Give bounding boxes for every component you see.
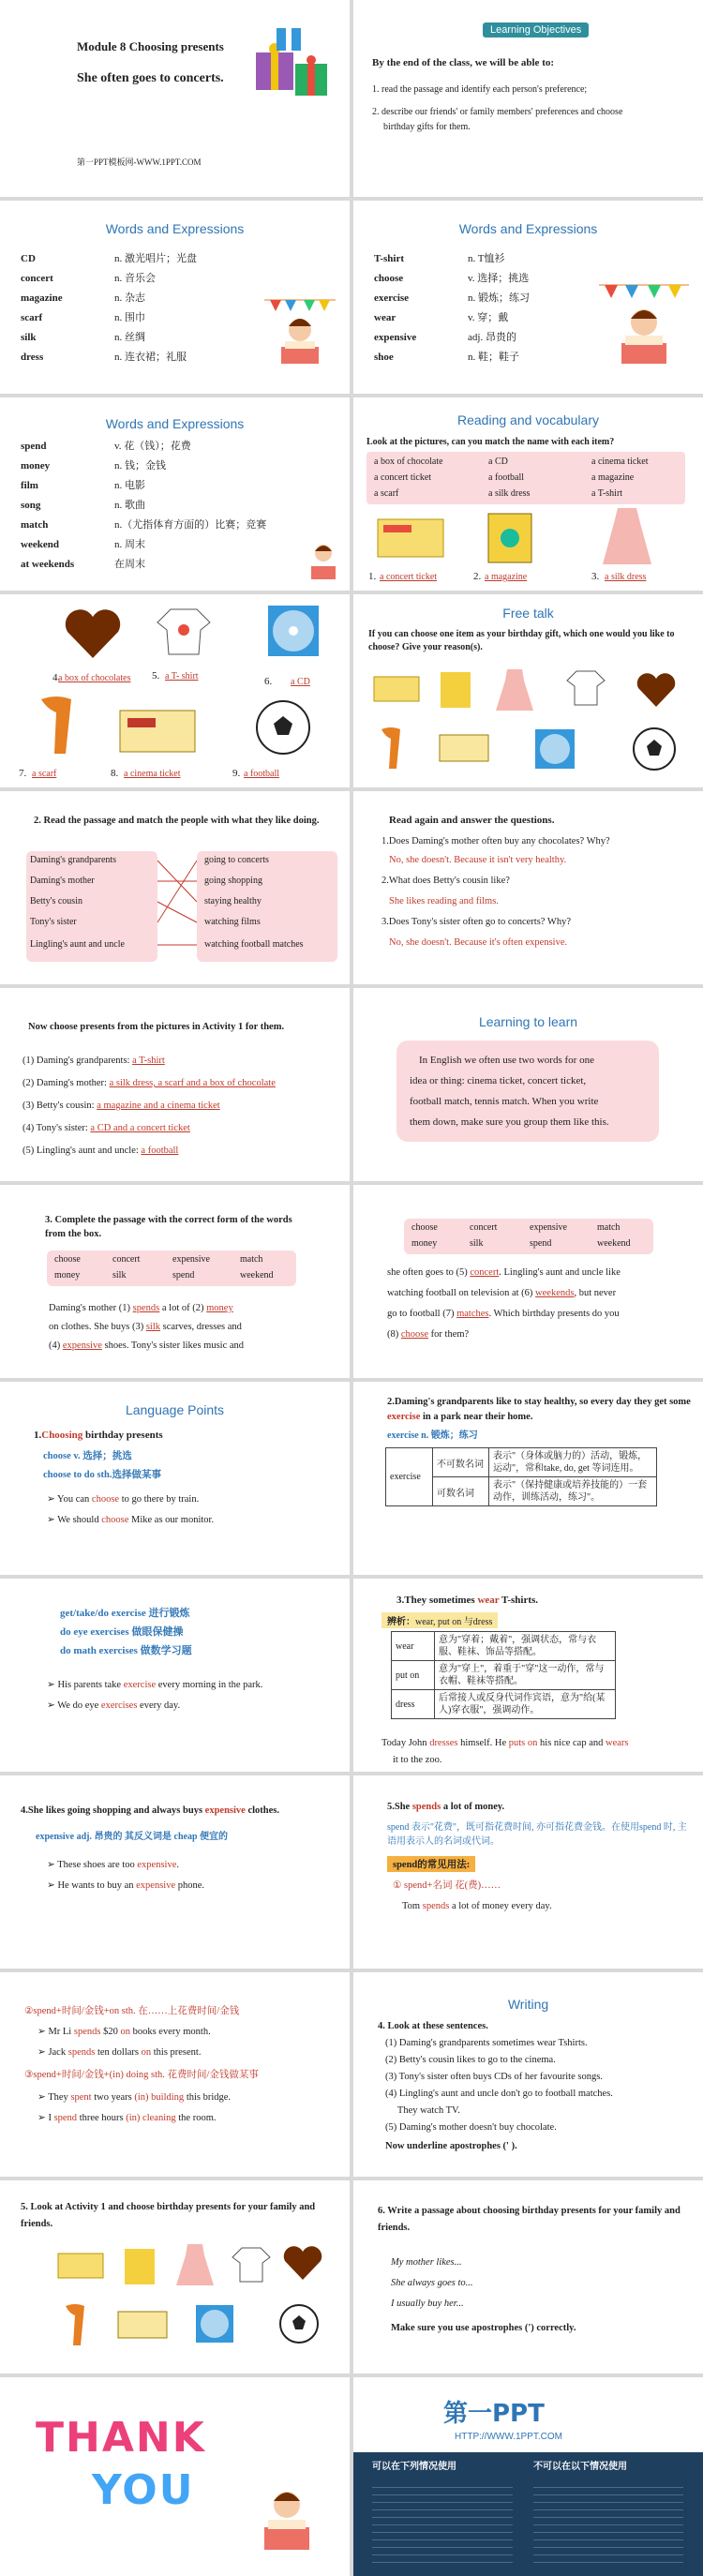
word-list (21, 437, 266, 575)
prompt-line: I usually buy her... (391, 2299, 464, 2309)
presents-title: Now choose presents from the pictures in Activity 1 for them. (28, 1022, 285, 1032)
item-label: a T- shirt (165, 671, 199, 681)
logo-text: 第一PPT (443, 2400, 545, 2428)
birthday-girl-icon (597, 276, 691, 379)
learning-line: idea or thing: cinema ticket, concert ticket, (410, 1075, 587, 1086)
presents-item: (4) Tony's sister: a CD and a concert ticket (22, 1123, 190, 1133)
objectives-intro: By the end of the class, we will be able to: (372, 57, 555, 68)
concert-ticket-icon (372, 673, 421, 705)
word-row: T-shirt n. T恤衫 (374, 253, 505, 264)
answer-num: 1. (368, 571, 377, 582)
sentence: 4.She likes going shopping and always buys expensive clothes. (21, 1805, 280, 1816)
cd-icon (262, 600, 324, 662)
slide-7-items (0, 594, 350, 787)
writing-task: 6. Write a passage about choosing birthday presents for your family and friends. (378, 2206, 681, 2233)
example: ➢ Jack spends ten dollars on this present. (37, 2047, 202, 2058)
box-word: money (411, 1238, 438, 1249)
word-row: expensive adj. 昂贵的 (374, 332, 516, 343)
word-row: match n.（尤指体育方面的）比赛；竞赛 (21, 519, 267, 531)
table-word: dress (392, 1690, 435, 1719)
slide-23-activity (0, 2180, 350, 2374)
word-row: scarf n. 围巾 (21, 312, 145, 323)
sentence-item: They watch TV. (385, 2105, 460, 2116)
chocolate-heart-icon (62, 604, 124, 662)
table-word: exercise (386, 1448, 433, 1506)
table-word: wear (392, 1632, 435, 1661)
magazine-icon (122, 2246, 159, 2287)
definition: exercise n. 锻炼；练习 (387, 1430, 478, 1441)
usage-tag: spend的常见用法: (387, 1856, 475, 1872)
slide-1-title (0, 0, 350, 197)
prompt-line: She always goes to... (391, 2278, 473, 2288)
sentence-item: (5) Daming's mother doesn't buy chocolate. (385, 2122, 557, 2133)
table-cell: 可数名词 (433, 1477, 489, 1506)
definition: choose v. 选择；挑选 (43, 1451, 132, 1461)
word-row: at weekends 在周末 (21, 559, 145, 570)
word-row: film n. 电影 (21, 480, 145, 491)
word-row: shoe n. 鞋；鞋子 (374, 352, 519, 363)
t-shirt-icon (565, 669, 606, 707)
usage-col-title: 可以在下列情况使用 (372, 2462, 456, 2472)
example: ➢ We should choose Mike as our monitor. (47, 1515, 215, 1525)
slide-14-complete-cont (353, 1185, 703, 1378)
cinema-ticket-icon (116, 705, 201, 757)
passage-line: go to football (7) matches. Which birthday presents do you (387, 1309, 620, 1319)
answer: a magazine (485, 572, 528, 582)
sentence-item: (3) Tony's sister often buys CDs of her favourite songs. (385, 2072, 603, 2082)
slide-4-words (353, 201, 703, 394)
box-word: match (240, 1254, 263, 1265)
slide-13-complete (0, 1185, 350, 1378)
passage-line: watching football on television at (6) weekends, but never (387, 1288, 617, 1298)
presents-item: (3) Betty's cousin: a magazine and a cinema ticket (22, 1101, 220, 1111)
silk-dress-icon (174, 2242, 216, 2287)
sentence: 2.Daming's grandparents like to stay healthy, so every day they get some exercise in a park near their home. (387, 1397, 691, 1422)
slide-5-words (0, 397, 350, 591)
item-num: 6. (264, 676, 273, 687)
box-word: spend (172, 1270, 195, 1281)
sentence: 3.They sometimes wear T-shirts. (396, 1595, 539, 1606)
cinema-ticket-icon (116, 2308, 169, 2342)
activity: going to concerts (204, 855, 269, 865)
phrase: do eye exercises 做眼保健操 (60, 1626, 184, 1638)
slide-9-match (0, 791, 350, 984)
box-word: expensive (172, 1254, 210, 1265)
usage-table (385, 1447, 657, 1506)
word-box (404, 1219, 653, 1254)
box-word: weekend (240, 1270, 274, 1281)
passage-line: (8) choose for them? (387, 1329, 470, 1340)
usage: ③spend+时间/金钱+(in) doing sth. 花费时间/金钱做某事 (24, 2070, 259, 2080)
usage: ① spend+名词 花(费)…… (393, 1880, 501, 1891)
option: a magazine (591, 472, 635, 483)
option: a cinema ticket (591, 457, 649, 467)
box-word: choose (54, 1254, 81, 1265)
logo-url: HTTP://WWW.1PPT.COM (455, 2432, 562, 2442)
slide-19-expensive (0, 1775, 350, 1969)
example: ➢ You can choose to go there by train. (47, 1494, 200, 1505)
person: Tony's sister (30, 917, 77, 927)
table-cell: 表示"（身体或脑力的）活动，锻炼，运动"，常和take, do, get 等词连用。 (489, 1448, 657, 1477)
writing-heading: Writing (507, 1997, 549, 2012)
example: it to the zoo. (393, 1755, 442, 1765)
usage-col-title: 不可以在以下情况使用 (533, 2462, 627, 2472)
activity: watching films (204, 917, 261, 927)
example: ➢ Mr Li spends $20 on books every month. (37, 2027, 211, 2037)
objective-1: 1. read the passage and identify each person's preference; (372, 84, 588, 95)
option: a concert ticket (374, 472, 432, 483)
answer: a silk dress (605, 572, 647, 582)
table-word: put on (392, 1661, 435, 1690)
item-label: a football (244, 769, 280, 779)
info-panel (353, 2452, 703, 2576)
slide-2-objectives (353, 0, 703, 197)
activity: staying healthy (204, 896, 262, 906)
word-list (21, 249, 197, 367)
passage-line: on clothes. She buys (3) silk scarves, dresses and (49, 1322, 242, 1332)
example: ➢ They spent two years (in) building this bridge. (37, 2092, 232, 2103)
activity-title: 5. Look at Activity 1 and choose birthday presents for your family and friends. (21, 2202, 316, 2229)
option: a T-shirt (591, 488, 623, 499)
box-word: choose (411, 1222, 438, 1233)
example: ➢ We do eye exercises every day. (47, 1700, 181, 1711)
word-row: concert n. 音乐会 (21, 273, 156, 284)
option: a box of chocolate (374, 457, 443, 467)
question-1: 1.Does Daming's mother often buy any chocolates? Why? (381, 836, 610, 846)
learning-line: them down, make sure you group them like this. (410, 1116, 609, 1128)
words-heading: Words and Expressions (105, 221, 245, 236)
item-label: a scarf (32, 769, 57, 779)
word-row: weekend n. 周末 (21, 539, 145, 550)
slide-26-footer (353, 2377, 703, 2576)
complete-title: 3. Complete the passage with the correct form of the words from the box. (45, 1215, 292, 1239)
you-text: YOU (92, 2466, 195, 2514)
slide-17-exercise-phrases (0, 1579, 350, 1772)
passage-line: she often goes to (5) concert. Lingling's aunt and uncle like (387, 1267, 621, 1278)
t-shirt-icon (156, 606, 212, 658)
activity: going shopping (204, 876, 262, 886)
module-title: Module 8 Choosing presents (77, 39, 224, 53)
box-word: spend (530, 1238, 552, 1249)
word-row: magazine n. 杂志 (21, 292, 145, 304)
scarf-icon (372, 726, 410, 772)
learning-heading: Learning to learn (478, 1014, 578, 1029)
item-label: a cinema ticket (124, 769, 181, 779)
slide-24-write-passage (353, 2180, 703, 2374)
item-num: 7. (19, 768, 27, 779)
match-title: 2. Read the passage and match the people with what they like doing. (34, 816, 320, 826)
box-word: concert (470, 1222, 498, 1233)
free-talk-question: If you can choose one item as your birthday gift, which one would you like to choose? Give your reason(s). (368, 629, 675, 652)
t-shirt-icon (231, 2246, 272, 2284)
slide-21-spend-usage (0, 1972, 350, 2177)
compare-table (391, 1631, 616, 1719)
word-row: choose v. 选择；挑选 (374, 273, 530, 284)
slide-16-exercise (353, 1382, 703, 1575)
item-num: 4. (52, 672, 61, 683)
definition: choose to do sth.选择做某事 (43, 1470, 162, 1480)
person: Lingling's aunt and uncle (30, 939, 125, 950)
slide-18-wear (353, 1579, 703, 1772)
table-cell: 意为"穿着；戴着"，强调状态，常与衣服、鞋袜、饰品等搭配。 (435, 1632, 616, 1661)
table-cell: 不可数名词 (433, 1448, 489, 1477)
birthday-girl-icon (240, 2462, 334, 2565)
word-row: wear v. 穿；戴 (374, 312, 509, 323)
slide-22-writing (353, 1972, 703, 2177)
word-row: spend v. 花（钱）；花费 (21, 441, 191, 452)
writing-note: Make sure you use apostrophes (') correctly. (391, 2323, 576, 2333)
word-row: CD n. 激光唱片；光盘 (21, 253, 197, 264)
option: a football (488, 472, 525, 483)
box-word: weekend (597, 1238, 631, 1249)
table-cell: 表示"（保持健康或培养技能的）一套动作，训练活动，练习"。 (489, 1477, 657, 1506)
reading-question: Look at the pictures, can you match the name with each item? (366, 437, 615, 447)
answer-2: She likes reading and films. (389, 896, 499, 906)
magazine-icon (438, 669, 475, 711)
people-column (26, 851, 157, 962)
concert-ticket-icon (56, 2250, 105, 2282)
box-word: expensive (530, 1222, 567, 1233)
silk-dress-icon (494, 667, 535, 712)
box-word: silk (470, 1238, 484, 1249)
person: Betty's cousin (30, 896, 82, 906)
presents-item: (1) Daming's grandparents: a T-shirt (22, 1056, 165, 1066)
point-title: 1.Choosing birthday presents (34, 1430, 163, 1441)
sentence: 5.She spends a lot of money. (387, 1802, 505, 1812)
box-word: silk (112, 1270, 127, 1281)
football-icon (277, 2302, 321, 2345)
example: Today John dresses himself. He puts on his nice cap and wears (381, 1738, 629, 1748)
chocolate-heart-icon (635, 669, 678, 709)
item-num: 9. (232, 768, 241, 779)
info-lines (372, 2480, 513, 2565)
cinema-ticket-icon (438, 731, 490, 765)
slide-12-learning (353, 988, 703, 1181)
definition: spend 表示"花费"，既可指花费时间, 亦可指花费金钱。在使用spend 时, 主语用表示人的名词或代词。 (387, 1822, 687, 1847)
activities-column (197, 851, 337, 962)
slide-25-thank-you (0, 2377, 350, 2576)
word-list (374, 249, 530, 367)
slide-8-free-talk (353, 594, 703, 787)
present-box-icon (248, 24, 335, 111)
option: a silk dress (488, 488, 531, 499)
slide-20-spend (353, 1775, 703, 1969)
example: ➢ These shoes are too expensive. (47, 1860, 179, 1870)
box-word: money (54, 1270, 81, 1281)
example: Tom spends a lot of money every day. (402, 1901, 552, 1911)
sentence-item: (2) Betty's cousin likes to go to the cinema. (385, 2055, 556, 2065)
lesson-title: She often goes to concerts. (77, 71, 224, 85)
sentence-item: (4) Lingling's aunt and uncle don't go to football matches. (385, 2089, 613, 2099)
scarf-icon (28, 694, 84, 759)
chocolate-heart-icon (281, 2242, 324, 2282)
passage-line: Daming's mother (1) spends a lot of (2) money (49, 1303, 233, 1313)
prompt-line: My mother likes... (391, 2257, 462, 2268)
free-talk-heading: Free talk (502, 606, 554, 621)
questions-title: Read again and answer the questions. (389, 815, 555, 826)
word-row: song n. 歌曲 (21, 500, 145, 511)
sentence-item: (1) Daming's grandparents sometimes wear Tshirts. (385, 2038, 588, 2048)
writing-title: 4. Look at these sentences. (378, 2021, 488, 2031)
slide-3-words (0, 201, 350, 394)
option: a scarf (374, 488, 399, 499)
item-label: a box of chocolates (58, 673, 131, 683)
answer-num: 3. (591, 571, 600, 582)
thank-text: THANK (36, 2414, 206, 2462)
silk-dress-icon (599, 504, 655, 568)
objective-2-cont: birthday gifts for them. (383, 122, 471, 132)
example: ➢ His parents take exercise every morning in the park. (47, 1680, 263, 1690)
table-cell: 后常接人或反身代词作宾语，意为"给(某人)穿衣服"，强调动作。 (435, 1690, 616, 1719)
box-word: concert (112, 1254, 141, 1265)
answer-num: 2. (473, 571, 482, 582)
birthday-girl-icon (302, 536, 345, 585)
footer-text: 第一PPT模板网-WWW.1PPT.COM (77, 157, 202, 167)
usage: ②spend+时间/金钱+on sth. 在……上花费时间/金钱 (24, 2006, 240, 2016)
learning-line: In English we often use two words for one (419, 1055, 594, 1066)
cd-icon (193, 2302, 236, 2345)
slide-6-reading (353, 397, 703, 591)
concert-ticket-icon (374, 514, 449, 562)
answer: a concert ticket (380, 572, 438, 582)
learning-box (396, 1041, 659, 1142)
word-box (47, 1251, 296, 1286)
slide-11-presents (0, 988, 350, 1181)
cd-icon (531, 726, 578, 772)
learning-line: football match, tennis match. When you write (410, 1096, 599, 1107)
item-num: 8. (111, 768, 119, 779)
birthday-girl-icon (262, 291, 337, 375)
box-word: match (597, 1222, 621, 1233)
match-lines (157, 851, 197, 962)
passage-line: (4) expensive shoes. Tony's sister likes music and (49, 1340, 245, 1351)
presents-item: (2) Daming's mother: a silk dress, a scarf and a box of chocolate (22, 1078, 276, 1088)
words-heading: Words and Expressions (105, 416, 245, 431)
example: ➢ I spend three hours (in) cleaning the room. (37, 2113, 217, 2123)
reading-heading: Reading and vocabulary (457, 412, 599, 427)
magazine-icon (485, 510, 537, 566)
slide-10-questions (353, 791, 703, 984)
word-row: silk n. 丝绸 (21, 332, 145, 343)
option: a CD (488, 457, 508, 467)
word-row: money n. 钱；金钱 (21, 460, 166, 472)
word-row: dress n. 连衣裙；礼服 (21, 352, 187, 363)
activity: watching football matches (204, 939, 304, 950)
person: Daming's mother (30, 876, 95, 886)
table-cell: 意为"穿上"，着重于"穿"这一动作，常与衣帽、鞋袜等搭配。 (435, 1661, 616, 1690)
item-label: a CD (291, 677, 310, 687)
objectives-badge: Learning Objectives (483, 22, 589, 37)
phrase: do math exercises 做数学习题 (60, 1645, 192, 1656)
objective-2: 2. describe our friends' or family members' preferences and choose (372, 107, 623, 117)
football-icon (253, 697, 313, 757)
question-3: 3.Does Tony's sister often go to concerts? Why? (381, 917, 571, 927)
answer-1: No, she doesn't. Because it isn't very healthy. (389, 855, 567, 865)
example: ➢ He wants to buy an expensive phone. (47, 1880, 205, 1891)
answer-3: No, she doesn't. Because it's often expensive. (389, 937, 568, 948)
presents-item: (5) Lingling's aunt and uncle: a football (22, 1146, 179, 1156)
definition: expensive adj. 昂贵的 其反义词是 cheap 便宜的 (36, 1832, 228, 1842)
football-icon (631, 726, 678, 772)
question-2: 2.What does Betty's cousin like? (381, 876, 510, 886)
person: Daming's grandparents (30, 855, 117, 865)
phrase: get/take/do exercise 进行锻炼 (60, 1608, 190, 1619)
language-heading: Language Points (125, 1402, 225, 1417)
compare-tag: 辨析：wear, put on 与dress (381, 1612, 498, 1628)
words-heading: Words and Expressions (458, 221, 598, 236)
scarf-icon (56, 2302, 94, 2349)
slide-15-language-points (0, 1382, 350, 1575)
info-lines (533, 2480, 683, 2565)
item-num: 5. (152, 670, 160, 681)
options-box (366, 452, 685, 504)
writing-note: Now underline apostrophes (' ). (385, 2141, 517, 2151)
word-row: exercise n. 锻炼；练习 (374, 292, 530, 304)
